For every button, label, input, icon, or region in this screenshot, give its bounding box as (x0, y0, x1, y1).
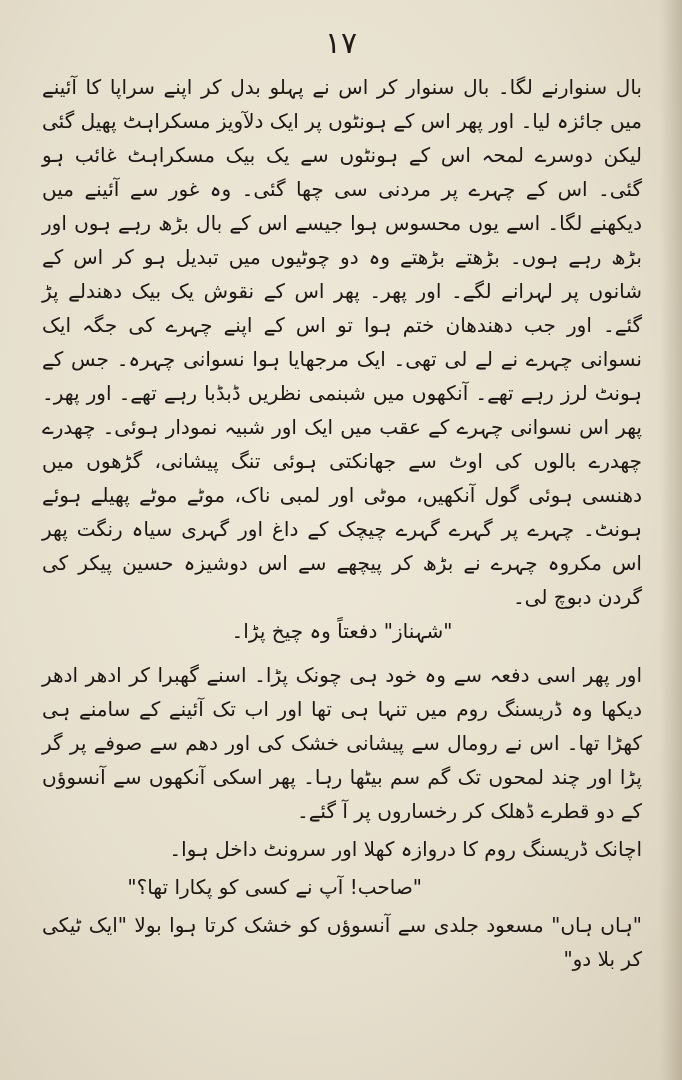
paragraph-4: اچانک ڈریسنگ روم کا دروازہ کھلا اور سرونٹ داخل ہوا۔ (169, 837, 642, 861)
body-text (42, 70, 642, 976)
paragraph-5-dialogue: "صاحب! آپ نے کسی کو پکارا تھا؟" (127, 875, 422, 899)
paragraph-2-exclamation: "شہناز" دفعتاً وہ چیخ پڑا۔ (231, 619, 453, 643)
paragraph-1: بال سنوارنے لگا۔ بال سنوار کر اس نے پہلو بدل کر اپنے سراپا کا آئینے میں جائزہ لیا۔ اور پھر اس کے ہونٹوں پر ایک دلآویز مسکراہٹ پھیل گئی لیکن دوسرے لمحہ اس کے ہونٹوں سے یک بیک مسکراہٹ غائب ہو گئی۔ اس کے چہرے پر مردنی سی چھا گئی۔ وہ غور سے آئینے میں دیکھنے لگا۔ اسے یوں محسوس ہوا جیسے اس کے بال بڑھ رہے ہوں اور بڑھ رہے ہوں۔ بڑھتے بڑھتے وہ دو چوٹیوں میں تبدیل ہو کر اس کے شانوں پر لہرانے لگے۔ اور پھر۔ پھر اس کے نقوش یک بیک دھندلے پڑ گئے۔ اور جب دھندھان ختم ہوا تو اس کے اپنے چہرے کی جگہ ایک نسوانی چہرے نے لے لی تھی۔ ایک مرجھایا ہوا نسوانی چہرہ۔ جس کے ہونٹ لرز رہے تھے۔ آنکھوں میں شبنمی نظریں ڈبڈبا رہے تھے۔ اور پھر۔ پھر اس نسوانی چہرے کے عقب میں ایک اور شبیہ نمودار ہوئی۔ چھدرے چھدرے بالوں کی اوٹ سے جھانکتی ہوئی تنگ پیشانی، گڑھوں میں دھنسی ہوئی گول آنکھیں، موٹی اور لمبی ناک، موٹے موٹے پھیلے ہوئے ہونٹ۔ چہرے پر گہرے گہرے چیچک کے داغ اور گہری سیاہ رنگت پھر اس مکروہ چہرے نے بڑھ کر پیچھے سے اس دوشیزہ حسین پیکر کی گردن دبوچ لی۔ (42, 75, 642, 609)
paragraph-6-dialogue: "ہاں ہاں" مسعود جلدی سے آنسوؤں کو خشک کرتا ہوا بولا "ایک ٹیکی کر بلا دو" (42, 913, 642, 971)
page-number: ١٧ (324, 26, 358, 61)
paragraph-3: اور پھر اسی دفعہ سے وہ خود ہی چونک پڑا۔ اسنے گھبرا کر ادھر ادھر دیکھا وہ ڈریسنگ روم میں تنہا ہی تھا اور اب تک آئینے کے سامنے ہی کھڑا تھا۔ اس نے رومال سے پیشانی خشک کی اور دھم سے صوفے پر گر پڑا اور چند لمحوں تک گم سم بیٹھا رہا۔ پھر اسکی آنکھوں سے آنسوؤں کے دو قطرے ڈھلک کر رخساروں پر آ گئے۔ (42, 663, 642, 823)
page-edge-shadow (660, 0, 682, 1080)
